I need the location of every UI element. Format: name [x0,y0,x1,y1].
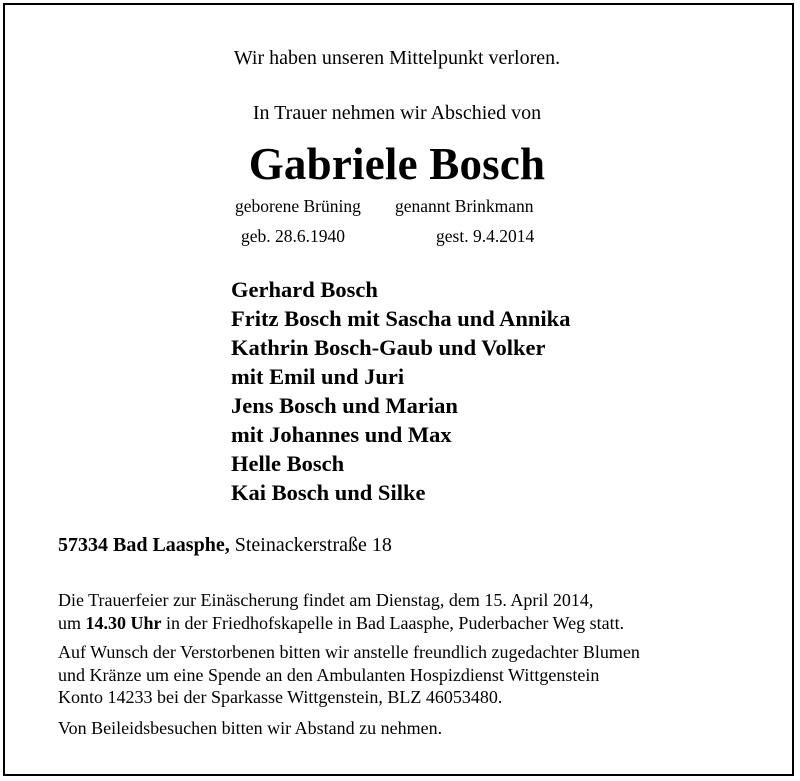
family-member: Gerhard Bosch [231,277,378,302]
funeral-time-prefix: um [58,612,82,633]
family-member: Kathrin Bosch-Gaub und Volker [231,335,546,360]
known-as: genannt Brinkmann [395,196,534,216]
intro-line: Wir haben unseren Mittelpunkt verloren. [233,47,561,69]
condolence-line: Von Beileidsbesuchen bitten wir Abstand zu nehmen. [58,718,443,738]
donation-line-3: Konto 14233 bei der Sparkasse Wittgenstein, BLZ 46053480. [58,687,503,707]
funeral-time: 14.30 Uhr [85,612,162,633]
funeral-line-2 [58,612,624,635]
family-member: mit Emil und Juri [231,364,405,389]
address [58,534,392,557]
family-member: Helle Bosch [231,451,345,476]
address-street: Steinackerstraße 18 [234,534,392,556]
family-member: mit Johannes und Max [231,422,452,447]
family-member: Fritz Bosch mit Sascha und Annika [231,306,571,331]
address-city: 57334 Bad Laasphe, [58,534,230,556]
family-member: Jens Bosch und Marian [231,393,458,418]
family-list [231,275,570,507]
farewell-line: In Trauer nehmen wir Abschied von [252,102,542,124]
birth-name: geborene Brüning [235,196,361,216]
donation-paragraph [58,641,640,709]
birth-date: geb. 28.6.1940 [241,226,346,246]
condolence-paragraph [58,717,442,740]
funeral-line-1: Die Trauerfeier zur Einäscherung findet am Dienstag, dem 15. April 2014, [58,590,594,610]
funeral-location: in der Friedhofskapelle in Bad Laasphe, Puderbacher Weg statt. [166,612,625,633]
donation-line-1: Auf Wunsch der Verstorbenen bitten wir anstelle freundlich zugedachter Blumen [58,642,640,662]
death-date: gest. 9.4.2014 [436,226,535,246]
funeral-paragraph [58,589,624,634]
deceased-name: Gabriele Bosch [248,139,546,189]
donation-line-2: und Kränze um eine Spende an den Ambulanten Hospizdienst Wittgenstein [58,664,600,685]
family-member: Kai Bosch und Silke [231,480,426,505]
